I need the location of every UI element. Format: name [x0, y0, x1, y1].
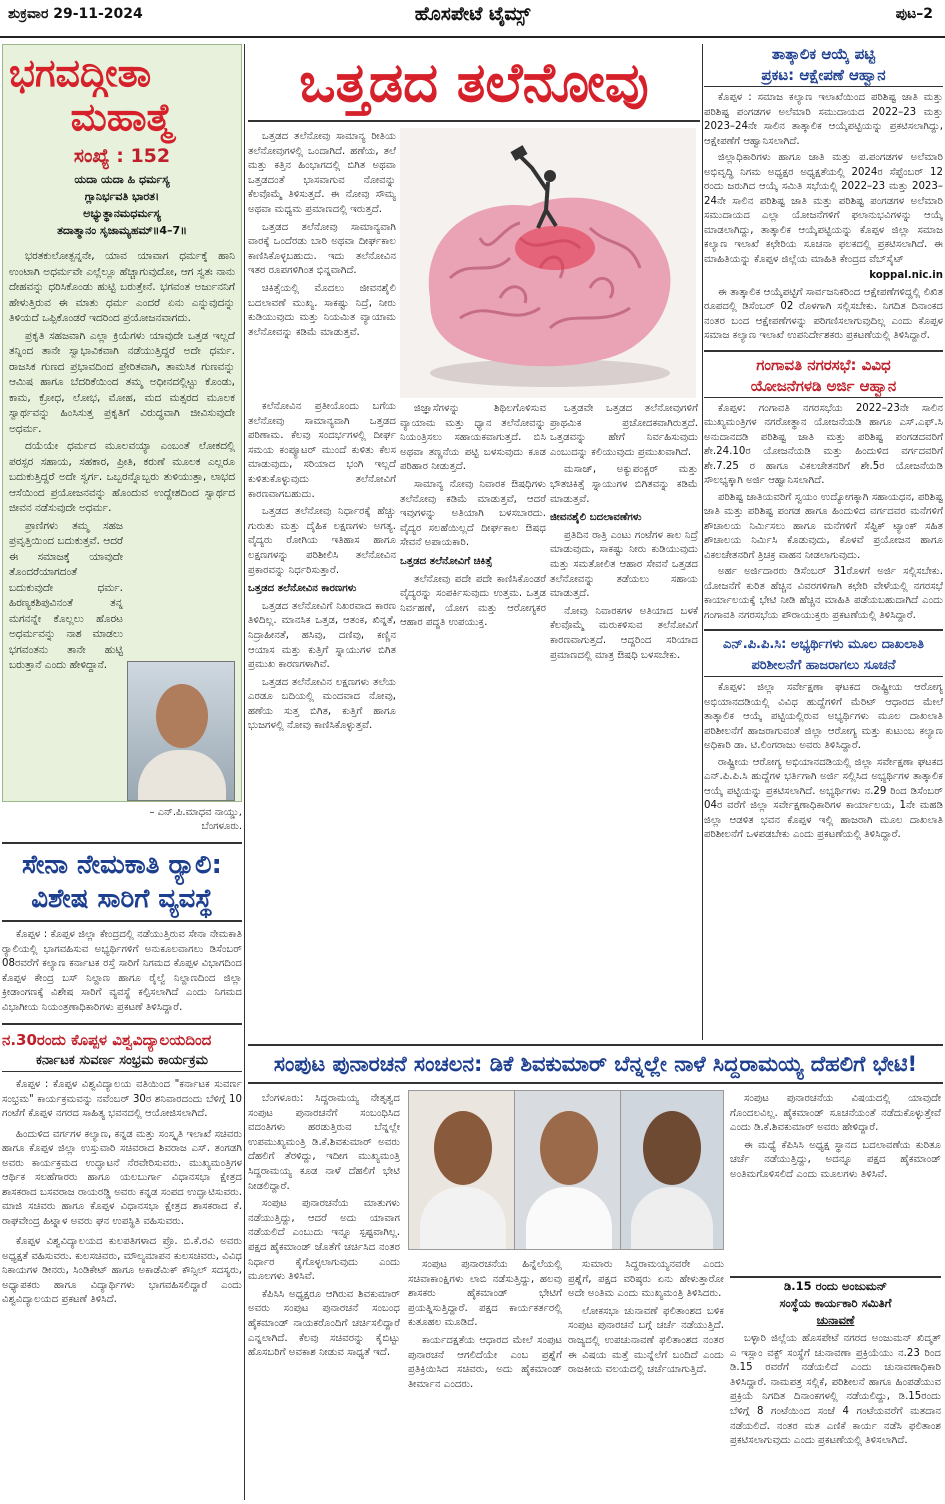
article-paragraph: ಪರಿಶಿಷ್ಟ ಜಾತಿಯವರಿಗೆ ಸ್ವಯಂ ಉದ್ಯೋಗಕ್ಕಾಗಿ ಸಹಾಯಧನ, ಪರಿಶಿಷ್ಟ ಜಾತಿ ಮತ್ತು ಪರಿಶಿಷ್ಟ ಪಂಗಡ ಹಾಗೂ ಹಿಂದುಳಿದ ವರ್ಗದವರ ಮನೆಗಳಿಗೆ ಶೌಚಾಲಯ ನಿರ್ಮಿಸಲು ಹಾಗೂ ಮನೆಗಳಿಗೆ ಸೆಪ್ಟಿಕ್ ಟ್ಯಾಂಕ್ ಸಹಿತ ಶೌಚಾಲಯ ನಿರ್ಮಿಸಿ ಕೊಡುವುದು, ಕೊಳವೆ ಪ್ರಯೋಜನ ಹಾಗೂ ವಿಕಲಚೇತನರಿಗೆ ತ್ರಿಚಕ್ರ ವಾಹನ ನೀಡಲಾಗುವುದು.	[704, 491, 943, 561]
university-paragraph: ಕೊಪ್ಪಳ : ಕೊಪ್ಪಳ ವಿಶ್ವವಿದ್ಯಾಲಯ ವತಿಯಿಂದ "ಕರ್ನಾಟಕ ಸುವರ್ಣ ಸಂಭ್ರಮ" ಕಾರ್ಯಕ್ರಮವನ್ನು ನವೆಂಬರ್ 30ರ ಶನಿವಾರದಂದು ಬೆಳಿಗ್ಗೆ 10 ಗಂಟೆಗೆ ಕೊಪ್ಪಳ ನಗರದ ಸಾಹಿತ್ಯ ಭವನದಲ್ಲಿ ಆಯೋಜಿಸಲಾಗಿದೆ.	[2, 1079, 242, 1119]
verse-line: ತದಾತ್ಮಾನಂ ಸೃಜಾಮ್ಯಹಮ್॥4–7॥	[57, 224, 187, 237]
article-paragraph: ರಾಷ್ಟ್ರೀಯ ಆರೋಗ್ಯ ಅಭಿಯಾನದಡಿಯಲ್ಲಿ ಜಿಲ್ಲಾ ಸರ್ವೇಕ್ಷಣಾ ಘಟಕದ ಎನ್.ಪಿ.ಪಿ.ಸಿ ಹುದ್ದೆಗಳ ಭರ್ತಿಗಾಗಿ ಅರ್ಜಿ ಸಲ್ಲಿಸಿದ ಅಭ್ಯರ್ಥಿಗಳ ತಾತ್ಕಾಲಿಕ ಆಯ್ಕೆ ಪಟ್ಟಿಯನ್ನು ಪ್ರಕಟಿಸಲಾಗಿದೆ. ಅಭ್ಯರ್ಥಿಗಳು ನ.29 ರಿಂದ ಡಿಸೆಂಬರ್ 04ರ ವರೆಗೆ ಜಿಲ್ಲಾ ಸರ್ವೇಕ್ಷಣಾಧಿಕಾರಿಗಳ ಕಾರ್ಯಾಲಯ, 1ನೇ ಮಹಡಿ ಜಿಲ್ಲಾ ಆಡಳಿತ ಭವನ ಕೊಪ್ಪಳ ಇಲ್ಲಿ ಹಾಜರಾಗಿ ಮೂಲ ದಾಖಲಾತಿ ಪರಿಶೀಲನೆಗೆ ಒಳಪಡಬೇಕು ಎಂದು ಪ್ರಕಟಣೆಯಲ್ಲಿ ತಿಳಿಸಿದ್ದಾರೆ.	[704, 756, 943, 840]
column-divider	[702, 44, 703, 1040]
politician-photo-icon	[514, 1090, 624, 1250]
headache-column: ಕಲೆನೋವಿನ ಪ್ರತೀಯೊಂದು ಬಗೆಯ ತಲೆನೋವು ಸಾಮಾನ್ಯವಾಗಿ ಒತ್ತಡದ ಪರಿಣಾಮ. ಕೆಲವು ಸಂದರ್ಭಗಳಲ್ಲಿ ದೀರ್ಘ ಸಮಯ ಕಂಪ್ಯೂಟರ್ ಮುಂದೆ ಕುಳಿತು ಕೆಲಸ ಮಾಡುವುದು, ಸರಿಯಾದ ಭಂಗಿ ಇಲ್ಲದೆ ಕುಳಿತುಕೊಳ್ಳುವುದು ತಲೆನೋವಿಗೆ ಕಾರಣವಾಗಬಹುದು. ಒತ್ತಡದ ತಲೆನೋವು ನಿರ್ಧಾರಕ್ಕೆ ಹೆಚ್ಚು ಗುರುತು ಮತ್ತು ದೈಹಿಕ ಲಕ್ಷಣಗಳು ಅಗತ್ಯ. ವೈದ್ಯರು ರೋಗಿಯ ಇತಿಹಾಸ ಹಾಗೂ ಲಕ್ಷಣಗಳನ್ನು ಪರಿಶೀಲಿಸಿ ತಲೆನೋವಿನ ಪ್ರಕಾರವನ್ನು ನಿರ್ಧರಿಸುತ್ತಾರೆ. ಒತ್ತಡದ ತಲೆನೋವಿನ ಕಾರಣಗಳು ಒತ್ತಡದ ತಲೆನೋವಿಗೆ ನಿಖರವಾದ ಕಾರಣ ತಿಳಿದಿಲ್ಲ. ಮಾನಸಿಕ ಒತ್ತಡ, ಆತಂಕ, ಖಿನ್ನತೆ, ನಿದ್ರಾಹೀನತೆ, ಹಸಿವು, ದಣಿವು, ಕಣ್ಣಿನ ಆಯಾಸ ಮತ್ತು ಕುತ್ತಿಗೆ ಸ್ನಾಯುಗಳ ಬಿಗಿತ ಪ್ರಮುಖ ಕಾರಣಗಳಾಗಿವೆ. ಒತ್ತಡದ ತಲೆನೋವಿನ ಲಕ್ಷಣಗಳು ತಲೆಯ ಎರಡೂ ಬದಿಯಲ್ಲಿ ಮಂದವಾದ ನೋವು, ಹಣೆಯ ಸುತ್ತ ಬಿಗಿತ, ಕುತ್ತಿಗೆ ಹಾಗೂ ಭುಜಗಳಲ್ಲಿ ನೋವು ಕಾಣಿಸಿಕೊಳ್ಳುತ್ತವೆ.	[248, 401, 396, 732]
headache-headline: ಒತ್ತಡದ ತಲೆನೋವು	[248, 44, 700, 122]
brain-illustration-icon	[400, 128, 696, 398]
masthead	[0, 0, 945, 38]
selection-list-subheadline: ಪ್ರಕಟ: ಆಕ್ಷೇಪಣೆ ಆಹ್ವಾನ	[704, 65, 943, 87]
issue-date: ಶುಕ್ರವಾರ 29-11-2024	[8, 6, 143, 22]
gangavathi-subheadline: ಯೋಜನೆಗಳಡಿ ಅರ್ಜಿ ಆಹ್ವಾನ	[704, 376, 943, 398]
gita-paragraph: ಭರತಕುಲೋತ್ಪನ್ನನೇ, ಯಾವ ಯಾವಾಗ ಧರ್ಮಕ್ಕೆ ಹಾನಿ ಉಂಟಾಗಿ ಅಧರ್ಮವೇ ಎಲ್ಲೆಲ್ಲೂ ಹೆಚ್ಚಾಗುವುದೋ, ಆಗ ಸ್ವತಃ ನಾನು ದೇಹವನ್ನು ಧರಿಸಿಕೊಂಡು ಹುಟ್ಟಿ ಬರುತ್ತೇನೆ. ಭಗವಂತ ಅರ್ಜುನನಿಗೆ ಹೇಳುತ್ತಿರುವ ಈ ಮಾತು ಧರ್ಮ ಎಂದರೆ ಏನು ಎನ್ನುವುದನ್ನು ತಿಳಿಯದೆ ಒಪ್ಪಿಕೊಂಡರೆ ಇದರಿಂದ ಪ್ರಯೋಜನವಾಗದು.	[9, 250, 235, 324]
author-city: ಬೆಂಗಳೂರು.	[201, 821, 242, 832]
politician-photo-icon	[408, 1090, 518, 1250]
selection-list-article	[704, 44, 943, 344]
verse-line: ಯದಾ ಯದಾ ಹಿ ಧರ್ಮಸ್ಯ	[74, 173, 170, 186]
university-article	[2, 1023, 242, 1308]
article-paragraph: ಅರ್ಹ ಅರ್ಜಿದಾರರು ಡಿಸೆಂಬರ್ 31ರೊಳಗೆ ಅರ್ಜಿ ಸಲ್ಲಿಸಬೇಕು. ಯೋಜನೆಗೆ ಕುರಿತ ಹೆಚ್ಚಿನ ವಿವರಗಳಿಗಾಗಿ ಕಛೇರಿ ವೇಳೆಯಲ್ಲಿ ನಗರಸಭೆ ಕಾರ್ಯಾಲಯಕ್ಕೆ ಭೇಟಿ ನೀಡಿ ಹೆಚ್ಚಿನ ಮಾಹಿತಿ ಪಡೆಯಬಹುದಾಗಿದೆ ಎಂದು ಗಂಗಾವತಿ ನಗರಸಭೆಯ ಪೌರಾಯುಕ್ತರು ಪ್ರಕಟಣೆಯಲ್ಲಿ ತಿಳಿಸಿದ್ದಾರೆ.	[704, 566, 943, 621]
headache-column: ಒತ್ತಡದ ತಲೆನೋವು ಸಾಮಾನ್ಯ ರೀತಿಯ ತಲೆನೋವುಗಳಲ್ಲಿ ಒಂದಾಗಿದೆ. ಹಣೆಯ, ತಲೆ ಮತ್ತು ಕತ್ತಿನ ಹಿಂಭಾಗದಲ್ಲಿ ಬಿಗಿತ ಅಥವಾ ಒತ್ತಡದಂತೆ ಭಾಸವಾಗುವ ನೋವನ್ನು ಕೆಲವೊಮ್ಮೆ ತಿಳಿಸುತ್ತದೆ. ಈ ನೋವು ಸೌಮ್ಯ ಅಥವಾ ಮಧ್ಯಮ ಪ್ರಮಾಣದಲ್ಲಿ ಇರುತ್ತದೆ. ಒತ್ತಡದ ತಲೆನೋವು ಸಾಮಾನ್ಯವಾಗಿ ವಾರಕ್ಕೆ ಒಂದೆರಡು ಬಾರಿ ಅಥವಾ ದೀರ್ಘಕಾಲ ಕಾಣಿಸಿಕೊಳ್ಳಬಹುದು. ಇದು ತಲೆನೋವಿನ ಇತರ ರೂಪಗಳಿಗಿಂತ ಭಿನ್ನವಾಗಿದೆ. ಚಿಕಿತ್ಸೆಯಲ್ಲಿ ಮೊದಲು ಜೀವನಶೈಲಿ ಬದಲಾವಣೆ ಮುಖ್ಯ. ಸಾಕಷ್ಟು ನಿದ್ರೆ, ನೀರು ಕುಡಿಯುವುದು ಮತ್ತು ನಿಯಮಿತ ವ್ಯಾಯಾಮ ತಲೆನೋವನ್ನು ಕಡಿಮೆ ಮಾಡುತ್ತವೆ.	[248, 131, 396, 338]
anjuman-article	[730, 1276, 941, 1504]
selection-list-headline: ತಾತ್ಕಾಲಿಕ ಆಯ್ಕೆ ಪಟ್ಟಿ	[771, 45, 876, 63]
website-link[interactable]: koppal.nic.in	[869, 270, 943, 281]
right-column	[704, 44, 943, 843]
verse-line: ಗ್ಲಾನಿರ್ಭವತಿ ಭಾರತ।	[84, 190, 160, 203]
newspaper-title: ಹೊಸಪೇಟೆ ಟೈಮ್ಸ್	[414, 3, 531, 25]
column-divider	[244, 44, 245, 1500]
gita-verse	[9, 171, 235, 239]
article-paragraph: ಈ ತಾತ್ಕಾಲಿಕ ಆಯ್ಕೆಪಟ್ಟಿಗೆ ಸಾರ್ವಜನಿಕರಿಂದ ಆಕ್ಷೇಪಣೆಗಳಿದ್ದಲ್ಲಿ ಲಿಖಿತ ರೂಪದಲ್ಲಿ ಡಿಸೆಂಬರ್ 02 ರೊಳಗಾಗಿ ಸಲ್ಲಿಸಬೇಕು. ನಿಗದಿತ ದಿನಾಂಕದ ನಂತರ ಬಂದ ಆಕ್ಷೇಪಣೆಗಳನ್ನು ಪರಿಗಣಿಸಲಾಗುವುದಿಲ್ಲ ಎಂದು ಕೊಪ್ಪಳ ಸಮಾಜ ಕಲ್ಯಾಣ ಇಲಾಖೆ ಉಪನಿರ್ದೇಶಕರು ಪ್ರಕಟಣೆಯಲ್ಲಿ ತಿಳಿಸಿದ್ದಾರೆ.	[704, 286, 943, 341]
gita-title: ಭಗವದ್ಗೀತಾ	[9, 50, 152, 95]
article-paragraph: ಕೊಪ್ಪಳ: ಗಂಗಾವತಿ ನಗರಸಭೆಯ 2022–23ನೇ ಸಾಲಿನ ಮುಖ್ಯಮಂತ್ರಿಗಳ ನಗರೋತ್ಥಾನ ಯೋಜನೆಯಡಿ ಹಾಗೂ ಎಸ್.ಎಫ್.ಸಿ ಅನುದಾನದಡಿ ಪರಿಶಿಷ್ಟ ಜಾತಿ ಮತ್ತು ಪರಿಶಿಷ್ಟ ಪಂಗಡದವರಿಗೆ ಶೇ.24.10ರ ಯೋಜನೆಯಡಿ ಮತ್ತು ಹಿಂದುಳಿದ ವರ್ಗದವರಿಗೆ ಶೇ.7.25 ರ ಹಾಗೂ ವಿಕಲಚೇತನರಿಗೆ ಶೇ.5ರ ಯೋಜನೆಯಡಿ ಸೌಲಭ್ಯಕ್ಕಾಗಿ ಅರ್ಜಿ ಆಹ್ವಾನಿಸಲಾಗಿದೆ.	[704, 402, 943, 486]
gita-title-2: ಮಹಾತ್ಮೆ	[70, 94, 174, 139]
nppc-subheadline: ಪರಿಶೀಲನೆಗೆ ಹಾಜರಾಗಲು ಸೂಚನೆ	[704, 655, 943, 677]
cabinet-column: ಬೆಂಗಳೂರು: ಸಿದ್ದರಾಮಯ್ಯ ನೇತೃತ್ವದ ಸಂಪುಟ ಪುನಾರಚನೆಗೆ ಸಂಬಂಧಿಸಿದ ವದಂತಿಗಳು ಹರಡುತ್ತಿರುವ ಬೆನ್ನಲ್ಲೇ ಉಪಮುಖ್ಯಮಂತ್ರಿ ಡಿ.ಕೆ.ಶಿವಕುಮಾರ್ ಅವರು ದೆಹಲಿಗೆ ತೆರಳಿದ್ದು, ಇದೀಗ ಮುಖ್ಯಮಂತ್ರಿ ಸಿದ್ದರಾಮಯ್ಯ ಕೂಡ ನಾಳೆ ದೆಹಲಿಗೆ ಭೇಟಿ ನೀಡಲಿದ್ದಾರೆ. ಸಂಪುಟ ಪುನಾರಚನೆಯ ಮಾತುಗಳು ನಡೆಯುತ್ತಿದ್ದು, ಆದರೆ ಅದು ಯಾವಾಗ ನಡೆಯಲಿದೆ ಎಂಬುದು ಇನ್ನೂ ಸ್ಪಷ್ಟವಾಗಿಲ್ಲ. ಪಕ್ಷದ ಹೈಕಮಾಂಡ್ ಜೊತೆಗೆ ಚರ್ಚಿಸಿದ ನಂತರ ನಿರ್ಧಾರ ಕೈಗೊಳ್ಳಲಾಗುವುದು ಎಂದು ಮೂಲಗಳು ತಿಳಿಸಿವೆ. ಕೆಪಿಸಿಸಿ ಅಧ್ಯಕ್ಷರೂ ಆಗಿರುವ ಶಿವಕುಮಾರ್ ಅವರು ಸಂಪುಟ ಪುನಾರಚನೆ ಸಂಬಂಧ ಹೈಕಮಾಂಡ್ ನಾಯಕರೊಂದಿಗೆ ಚರ್ಚಿಸಲಿದ್ದಾರೆ ಎನ್ನಲಾಗಿದೆ. ಕೆಲವು ಸಚಿವರನ್ನು ಕೈಬಿಟ್ಟು ಹೊಸಬರಿಗೆ ಅವಕಾಶ ನೀಡುವ ಸಾಧ್ಯತೆ ಇದೆ.	[248, 1093, 400, 1359]
gangavathi-headline: ಗಂಗಾವತಿ ನಗರಸಭೆ: ವಿವಿಧ	[756, 355, 891, 374]
anjuman-body: ಬಳ್ಳಾರಿ ಜಿಲ್ಲೆಯ ಹೊಸಪೇಟೆ ನಗರದ ಅಂಜುಮನ್ ಖಿದ್ಮತ್ ಎ ಇಸ್ಲಾಂ ವಕ್ಫ್ ಸಂಸ್ಥೆಗೆ ಚುನಾವಣಾ ಪ್ರಕ್ರಿಯೆಯು ನ.23 ರಿಂದ ಡಿ.15 ರವರೆಗೆ ನಡೆಯಲಿದೆ ಎಂದು ಚುನಾವಣಾಧಿಕಾರಿ ತಿಳಿಸಿದ್ದಾರೆ. ನಾಮಪತ್ರ ಸಲ್ಲಿಕೆ, ಪರಿಶೀಲನೆ ಹಾಗೂ ಹಿಂಪಡೆಯುವ ಪ್ರಕ್ರಿಯೆ ನಿಗದಿತ ದಿನಾಂಕಗಳಲ್ಲಿ ನಡೆಯಲಿದ್ದು, ಡಿ.15ರಂದು ಬೆಳಿಗ್ಗೆ 8 ಗಂಟೆಯಿಂದ ಸಂಜೆ 4 ಗಂಟೆಯವರೆಗೆ ಮತದಾನ ನಡೆಯಲಿದೆ. ನಂತರ ಮತ ಎಣಿಕೆ ಕಾರ್ಯ ನಡೆಸಿ ಫಲಿತಾಂಶ ಪ್ರಕಟಿಸಲಾಗುವುದು ಎಂದು ಪ್ರಕಟಣೆಯಲ್ಲಿ ತಿಳಿಸಲಾಗಿದೆ.	[730, 1333, 941, 1447]
anjuman-headline-3: ಚುನಾವಣೆ	[816, 1313, 855, 1327]
gita-paragraph: ದಯೆಯೇ ಧರ್ಮದ ಮೂಲವಯ್ಯಾ ಎಂಬಂತೆ ಲೋಕದಲ್ಲಿ ಪರಸ್ಪರ ಸಹಾಯ, ಸಹಕಾರ, ಪ್ರೀತಿ, ಕರುಣೆ ಮೂಲಕ ಎಲ್ಲರೂ ಬದುಕುತ್ತಿದ್ದರೆ ಅದೇ ಸ್ವರ್ಗ. ಒಬ್ಬರನ್ನೊಬ್ಬರು ತುಳಿಯುತ್ತಾ, ಲಾಭದ ಆಸೆಯಿಂದ ಪ್ರಯೋಜನವನ್ನು ಹೊಂದುವ ಉದ್ದೇಶದಿಂದ ಸ್ವಾರ್ಥದ ಜೀವನ ನಡೆಸುವುದೇ ಅಧರ್ಮ.	[9, 440, 235, 514]
nppc-headline: ಎನ್.ಪಿ.ಪಿ.ಸಿ: ಅಭ್ಯರ್ಥಿಗಳು ಮೂಲ ದಾಖಲಾತಿ	[723, 637, 924, 652]
army-rally-article	[2, 842, 242, 1015]
cabinet-column: ಸಂಪುಟ ಪುನಾರಚನೆಯ ಹಿನ್ನೆಲೆಯಲ್ಲಿ ಸಚಿವಾಕಾಂಕ್ಷಿಗಳು ಲಾಬಿ ನಡೆಸುತ್ತಿದ್ದು, ಹಲವು ಶಾಸಕರು ಹೈಕಮಾಂಡ್ ಭೇಟಿಗೆ ಪ್ರಯತ್ನಿಸುತ್ತಿದ್ದಾರೆ. ಪಕ್ಷದ ಕಾರ್ಯಕರ್ತರಲ್ಲಿ ಕುತೂಹಲ ಮೂಡಿದೆ. ಕಾರ್ಯದಕ್ಷತೆಯ ಆಧಾರದ ಮೇಲೆ ಸಂಪುಟ ಪುನಾರಚನೆ ಆಗಲಿದೆಯೇ ಎಂಬ ಪ್ರಶ್ನೆಗೆ ಪ್ರತಿಕ್ರಿಯಿಸಿದ ಸಚಿವರು, ಅದು ಹೈಕಮಾಂಡ್ ತೀರ್ಮಾನ ಎಂದರು.	[408, 1259, 562, 1390]
university-paragraph: ಕೊಪ್ಪಳ ವಿಶ್ವವಿದ್ಯಾಲಯದ ಕುಲಪತಿಗಳಾದ ಪ್ರೊ. ಬಿ.ಕೆ.ರವಿ ಅವರು ಅಧ್ಯಕ್ಷತೆ ವಹಿಸುವರು. ಕುಲಸಚಿವರು, ಮೌಲ್ಯಮಾಪನ ಕುಲಸಚಿವರು, ವಿವಿಧ ನಿಕಾಯಗಳ ಡೀನರು, ಸಿಂಡಿಕೇಟ್ ಹಾಗೂ ಅಕಾಡೆಮಿಕ್ ಕೌನ್ಸಿಲ್ ಸದಸ್ಯರು, ಅಧ್ಯಾಪಕರು ಹಾಗೂ ವಿದ್ಯಾರ್ಥಿಗಳು ಭಾಗವಹಿಸಲಿದ್ದಾರೆ ಎಂದು ವಿಶ್ವವಿದ್ಯಾಲಯದ ಪ್ರಕಟಣೆ ತಿಳಿಸಿದೆ.	[2, 1236, 242, 1305]
army-rally-headline: ಸೇನಾ ನೇಮಕಾತಿ ರ್‍ಯಾಲಿ: ವಿಶೇಷ ಸಾರಿಗೆ ವ್ಯವಸ್ಥೆ	[2, 844, 242, 922]
university-paragraph: ಹಿಂದುಳಿದ ವರ್ಗಗಳ ಕಲ್ಯಾಣ, ಕನ್ನಡ ಮತ್ತು ಸಂಸ್ಕೃತಿ ಇಲಾಖೆ ಸಚಿವರು ಹಾಗೂ ಕೊಪ್ಪಳ ಜಿಲ್ಲಾ ಉಸ್ತುವಾರಿ ಸಚಿವರಾದ ಶಿವರಾಜ ಎಸ್. ತಂಗಡಗಿ ಅವರು ಕಾರ್ಯಕ್ರಮದ ಉದ್ಘಾಟನೆ ನೆರವೇರಿಸುವರು. ಮುಖ್ಯಮಂತ್ರಿಗಳ ಆರ್ಥಿಕ ಸಲಹೆಗಾರರು ಹಾಗೂ ಯಲಬುರ್ಗಾ ವಿಧಾನಸಭಾ ಕ್ಷೇತ್ರದ ಶಾಸಕರಾದ ಬಸವರಾಜ ರಾಯರಡ್ಡಿ ಅವರು ಕನ್ನಡ ಸಂಪದ ಉದ್ಘಾಟಿಸುವರು. ಮಾಜಿ ಸಚಿವರು ಹಾಗೂ ಕೊಪ್ಪಳ ವಿಧಾನಸಭಾ ಕ್ಷೇತ್ರದ ಶಾಸಕರಾದ ಕೆ. ರಾಘವೇಂದ್ರ ಹಿಟ್ನಾಳ ಅವರು ಘನ ಉಪಸ್ಥಿತಿ ವಹಿಸುವರು.	[2, 1128, 242, 1227]
article-paragraph: ಕೊಪ್ಪಳ : ಸಮಾಜ ಕಲ್ಯಾಣ ಇಲಾಖೆಯಿಂದ ಪರಿಶಿಷ್ಟ ಜಾತಿ ಮತ್ತು ಪರಿಶಿಷ್ಟ ಪಂಗಡಗಳ ಅಲೆಮಾರಿ ಸಮುದಾಯದ 2022–23 ಮತ್ತು 2023–24ನೇ ಸಾಲಿನ ತಾತ್ಕಾಲಿಕ ಆಯ್ಕೆಪಟ್ಟಿಯನ್ನು ಪ್ರಕಟಿಸಲಾಗಿದ್ದು, ಆಕ್ಷೇಪಣೆಗೆ ಆಹ್ವಾನಿಸಲಾಗಿದೆ.	[704, 92, 943, 147]
anjuman-headline: ಡಿ.15 ರಂದು ಅಂಜುಮನ್	[783, 1279, 887, 1293]
cabinet-photos	[408, 1090, 724, 1250]
university-subheadline: ಕರ್ನಾಟಕ ಸುವರ್ಣ ಸಂಭ್ರಮ ಕಾರ್ಯಕ್ರಮ	[2, 1051, 242, 1072]
gita-paragraph: ಪ್ರಕೃತಿ ಸಹಜವಾಗಿ ಎಲ್ಲಾ ಕ್ರಿಯೆಗಳು ಯಾವುದೇ ಒತ್ತಡ ಇಲ್ಲದೆ ತನ್ನಿಂದ ತಾನೇ ಸ್ವಾಭಾವಿಕವಾಗಿ ನಡೆಯುತ್ತಿದ್ದರೆ ಅದೇ ಧರ್ಮ. ರಾಜಸಿಕ ಗುಣದ ಪ್ರಭಾವದಿಂದ ಪ್ರೇರಿತವಾಗಿ, ತಾಮಸಿಕ ಗುಣವನ್ನು ಆಮಿಷ ಹಾಗೂ ಬೆದರಿಕೆಯಿಂದ ತಮ್ಮ ಅಧೀನದಲ್ಲಿಟ್ಟು ಕೊಂಡು, ಕಾಮ, ಕ್ರೋಧ, ಲೋಭ, ಮೋಹ, ಮದ ಮತ್ಸರದ ಮೂಲಕ ಸ್ವಾರ್ಥವನ್ನು ಹಿಂಸಿಸುತ್ತ ಪ್ರಕೃತಿಗೆ ವಿರುದ್ಧವಾಗಿ ಜೀವಿಸುವುದೇ ಅಧರ್ಮ.	[9, 329, 235, 435]
verse-line: ಅಭ್ಯುತ್ಥಾನಮಧರ್ಮಸ್ಯ	[83, 207, 161, 220]
university-headline: ನ.30ರಂದು ಕೊಪ್ಪಳ ವಿಶ್ವವಿದ್ಯಾಲಯದಿಂದ	[2, 1023, 242, 1051]
gita-paragraph: ಪ್ರಾಣಿಗಳು ತಮ್ಮ ಸಹಜ ಪ್ರವೃತ್ತಿಯಿಂದ ಬದುಕುತ್ತವೆ. ಆದರೆ ಈ ಸಮಾಜಕ್ಕೆ ಯಾವುದೇ ತೊಂದರೆಯಾಗದಂತೆ ಬದುಕುವುದೇ ಧರ್ಮ. ಹಿರಣ್ಯಕಶಿಪುವಿನಂತೆ ತನ್ನ ಮಗನನ್ನೇ ಕೊಲ್ಲಲು ಹೊರಟ ಅಧರ್ಮವನ್ನು ನಾಶ ಮಾಡಲು ಭಗವಂತನು ತಾನೇ ಹುಟ್ಟಿ ಬರುತ್ತಾನೆ ಎಂದು ಹೇಳಿದ್ದಾನೆ.	[9, 519, 123, 671]
left-column	[2, 44, 242, 1308]
nppc-article	[704, 629, 943, 843]
article-paragraph: ಕೊಪ್ಪಳ: ಜಿಲ್ಲಾ ಸರ್ವೇಕ್ಷಣಾ ಘಟಕದ ರಾಷ್ಟ್ರೀಯ ಆರೋಗ್ಯ ಅಭಿಯಾನದಡಿಯಲ್ಲಿ ವಿವಿಧ ಹುದ್ದೆಗಳಿಗೆ ಮೆರಿಟ್ ಆಧಾರದ ಮೇಲೆ ತಾತ್ಕಾಲಿಕ ಆಯ್ಕೆ ಪಟ್ಟಿಯಲ್ಲಿರುವ ಅಭ್ಯರ್ಥಿಗಳು ಮೂಲ ದಾಖಲಾತಿ ಪರಿಶೀಲನೆಗೆ ಹಾಜರಾಗುವಂತೆ ಜಿಲ್ಲಾ ಆರೋಗ್ಯ ಮತ್ತು ಕುಟುಂಬ ಕಲ್ಯಾಣ ಅಧಿಕಾರಿ ಡಾ. ಟಿ.ಲಿಂಗರಾಜು ಅವರು ತಿಳಿಸಿದ್ದಾರೆ.	[704, 682, 943, 751]
cabinet-column: ಸಂಪುಟ ಪುನಾರಚನೆಯ ವಿಷಯದಲ್ಲಿ ಯಾವುದೇ ಗೊಂದಲವಿಲ್ಲ. ಹೈಕಮಾಂಡ್ ಸೂಚನೆಯಂತೆ ನಡೆದುಕೊಳ್ಳುತ್ತೇವೆ ಎಂದು ಡಿ.ಕೆ.ಶಿವಕುಮಾರ್ ಅವರು ಹೇಳಿದ್ದಾರೆ. ಈ ಮಧ್ಯೆ ಕೆಪಿಸಿಸಿ ಅಧ್ಯಕ್ಷ ಸ್ಥಾನದ ಬದಲಾವಣೆಯ ಕುರಿತೂ ಚರ್ಚೆ ನಡೆಯುತ್ತಿದ್ದು, ಅದನ್ನೂ ಪಕ್ಷದ ಹೈಕಮಾಂಡ್ ಅಂತಿಮಗೊಳಿಸಲಿದೆ ಎಂದು ಮೂಲಗಳು ತಿಳಿಸಿವೆ.	[730, 1093, 941, 1180]
gita-box	[2, 44, 242, 802]
gangavathi-article	[704, 350, 943, 624]
cabinet-column: ಸುಮಾರು ಸಿದ್ದರಾಮಯ್ಯನವರೇ ಎಂದು ಪ್ರಶ್ನೆಗೆ, ಪಕ್ಷದ ವರಿಷ್ಠರು ಏನು ಹೇಳುತ್ತಾರೋ ಅದೇ ಅಂತಿಮ ಎಂದು ಮುಖ್ಯಮಂತ್ರಿ ತಿಳಿಸಿದರು. ಲೋಕಸಭಾ ಚುನಾವಣೆ ಫಲಿತಾಂಶದ ಬಳಿಕ ಸಂಪುಟ ಪುನಾರಚನೆ ಬಗ್ಗೆ ಚರ್ಚೆ ನಡೆಯುತ್ತಿದೆ. ರಾಜ್ಯದಲ್ಲಿ ಉಪಚುನಾವಣೆ ಫಲಿತಾಂಶದ ನಂತರ ಈ ವಿಷಯ ಮತ್ತೆ ಮುನ್ನೆಲೆಗೆ ಬಂದಿದೆ ಎಂದು ರಾಜಕೀಯ ವಲಯದಲ್ಲಿ ಚರ್ಚೆಯಾಗುತ್ತಿದೆ.	[568, 1259, 724, 1376]
gita-author	[2, 806, 242, 834]
headache-article	[248, 44, 700, 1044]
cabinet-headline: ಸಂಪುಟ ಪುನಾರಚನೆ ಸಂಚಲನ: ಡಿಕೆ ಶಿವಕುಮಾರ್ ಬೆನ್ನಲ್ಲೇ ನಾಳೆ ಸಿದ್ದರಾಮಯ್ಯ ದೆಹಲಿಗೆ ಭೇಟಿ!	[248, 1044, 943, 1084]
headache-column: ಒತ್ತಡವೇ ಒತ್ತಡದ ತಲೆನೋವುಗಳಿಗೆ ಪ್ರಾಥಮಿಕ ಪ್ರಚೋದಕವಾಗಿರುತ್ತದೆ. ಒತ್ತಡವನ್ನು ಹೇಗೆ ನಿರ್ವಹಿಸುವುದು ಎಂಬುದನ್ನು ಕಲಿಯುವುದು ಪ್ರಮುಖವಾಗಿದೆ. ಮಸಾಜ್, ಅಕ್ಯುಪಂಕ್ಚರ್ ಮತ್ತು ಭೌತಚಿಕಿತ್ಸೆ ಸ್ನಾಯುಗಳ ಬಿಗಿತವನ್ನು ಕಡಿಮೆ ಮಾಡುತ್ತವೆ. ಜೀವನಶೈಲಿ ಬದಲಾವಣೆಗಳು ಪ್ರತಿದಿನ ರಾತ್ರಿ ಎಂಟು ಗಂಟೆಗಳ ಕಾಲ ನಿದ್ರೆ ಮಾಡುವುದು, ಸಾಕಷ್ಟು ನೀರು ಕುಡಿಯುವುದು ಮತ್ತು ಸಮತೋಲಿತ ಆಹಾರ ಸೇವನೆ ಒತ್ತಡದ ತಲೆನೋವನ್ನು ತಡೆಯಲು ಸಹಾಯ ಮಾಡುತ್ತದೆ. ನೋವು ನಿವಾರಕಗಳ ಅತಿಯಾದ ಬಳಕೆ ಕೆಲವೊಮ್ಮೆ ಮರುಕಳಿಸುವ ತಲೆನೋವಿಗೆ ಕಾರಣವಾಗುತ್ತದೆ. ಆದ್ದರಿಂದ ಸರಿಯಾದ ಪ್ರಮಾಣದಲ್ಲಿ ಮಾತ್ರ ಔಷಧಿ ಬಳಸಬೇಕು.	[550, 403, 698, 661]
anjuman-headline-2: ಸಂಸ್ಥೆಯ ಕಾರ್ಯಕಾರಿ ಸಮಿತಿಗೆ	[779, 1296, 892, 1310]
author-name: – ಎನ್.ಪಿ.ಮಾಧವ ನಾಯ್ಡು,	[149, 807, 242, 818]
gita-number: ಸಂಖ್ಯೆ : 152	[73, 145, 171, 167]
army-rally-body: ಕೊಪ್ಪಳ : ಕೊಪ್ಪಳ ಜಿಲ್ಲಾ ಕೇಂದ್ರದಲ್ಲಿ ನಡೆಯುತ್ತಿರುವ ಸೇನಾ ನೇಮಕಾತಿ ರ್‍ಯಾಲಿಯಲ್ಲಿ ಭಾಗವಹಿಸುವ ಅಭ್ಯರ್ಥಿಗಳಿಗೆ ಅನುಕೂಲವಾಗಲು ಡಿಸೆಂಬರ್ 08ರವರೆಗೆ ಕಲ್ಯಾಣ ಕರ್ನಾಟಕ ರಸ್ತೆ ಸಾರಿಗೆ ನಿಗಮದ ಕೊಪ್ಪಳ ವಿಭಾಗದಿಂದ ಕೊಪ್ಪಳ ಕೇಂದ್ರ ಬಸ್ ನಿಲ್ದಾಣ ಹಾಗೂ ರೈಲ್ವೆ ನಿಲ್ದಾಣದಿಂದ ಜಿಲ್ಲಾ ಕ್ರೀಡಾಂಗಣಕ್ಕೆ ವಿಶೇಷ ಸಾರಿಗೆ ವ್ಯವಸ್ಥೆ ಕಲ್ಪಿಸಲಾಗಿದೆ ಎಂದು ನಿಗಮದ ವಿಭಾಗೀಯ ನಿಯಂತ್ರಣಾಧಿಕಾರಿಗಳು ಪ್ರಕಟಣೆ ತಿಳಿಸಿದ್ದಾರೆ.	[2, 929, 242, 1013]
person-photo-icon	[127, 661, 235, 801]
article-paragraph: ಜಿಲ್ಲಾಧಿಕಾರಿಗಳು ಹಾಗೂ ಜಾತಿ ಮತ್ತು ಪ.ಪಂಗಡಗಳ ಅಲೆಮಾರಿ ಅಭಿವೃದ್ಧಿ ನಿಗಮ ಅಧ್ಯಕ್ಷರ ಅಧ್ಯಕ್ಷತೆಯಲ್ಲಿ 2024ರ ಸೆಪ್ಟೆಂಬರ್ 12 ರಂದು ಜರುಗಿದ ಆಯ್ಕೆ ಸಮಿತಿ ಸಭೆಯಲ್ಲಿ 2022–23 ಮತ್ತು 2023–24ನೇ ಸಾಲಿನ ಪರಿಶಿಷ್ಟ ಜಾತಿ ಮತ್ತು ಪರಿಶಿಷ್ಟ ಪಂಗಡಗಳ ಅಲೆಮಾರಿ ಸಮುದಾಯದ ಎಲ್ಲಾ ಯೋಜನೆಗಳಿಗೆ ಫಲಾನುಭವಿಗಳನ್ನು ಆಯ್ಕೆ ಮಾಡಲಾಗಿದ್ದು, ತಾತ್ಕಾಲಿಕ ಆಯ್ಕೆಪಟ್ಟಿಯನ್ನು ಕೊಪ್ಪಳ ಜಿಲ್ಲಾ ಸಮಾಜ ಕಲ್ಯಾಣ ಇಲಾಖೆ ಕಛೇರಿಯ ಸೂಚನಾ ಫಲಕದಲ್ಲಿ ಪ್ರಕಟಿಸಲಾಗಿದೆ. ಈ ಮಾಹಿತಿಯನ್ನು ಕೊಪ್ಪಳ ಜಿಲ್ಲೆಯ ಮಾಹಿತಿ ಕೇಂದ್ರದ ವೆಬ್‌ಸೈಟ್	[704, 152, 943, 265]
page-number: ಪುಟ–2	[895, 6, 933, 22]
headache-column: ಜಿಜ್ಞಾಸೆಗಳನ್ನು ಶಿಥಿಲಗೊಳಿಸುವ ವ್ಯಾಯಾಮ ಮತ್ತು ಧ್ಯಾನ ತಲೆನೋವನ್ನು ನಿಯಂತ್ರಿಸಲು ಸಹಾಯಕವಾಗುತ್ತದೆ. ಬಿಸಿ ಅಥವಾ ತಣ್ಣನೆಯ ಪಟ್ಟಿ ಬಳಸುವುದು ಕೂಡ ಪರಿಹಾರ ನೀಡುತ್ತದೆ. ಸಾಮಾನ್ಯ ನೋವು ನಿವಾರಕ ಔಷಧಿಗಳು ತಲೆನೋವು ಕಡಿಮೆ ಮಾಡುತ್ತವೆ, ಆದರೆ ಇವುಗಳನ್ನು ಅತಿಯಾಗಿ ಬಳಸಬಾರದು. ವೈದ್ಯರ ಸಲಹೆಯಿಲ್ಲದೆ ದೀರ್ಘಕಾಲ ಔಷಧ ಸೇವನೆ ಅಪಾಯಕಾರಿ. ಒತ್ತಡದ ತಲೆನೋವಿಗೆ ಚಿಕಿತ್ಸೆ ತಲೆನೋವು ಪದೇ ಪದೇ ಕಾಣಿಸಿಕೊಂಡರೆ ವೈದ್ಯರನ್ನು ಸಂಪರ್ಕಿಸುವುದು ಉತ್ತಮ. ಒತ್ತಡ ನಿರ್ವಹಣೆ, ಯೋಗ ಮತ್ತು ಆರೋಗ್ಯಕರ ಆಹಾರ ಪದ್ಧತಿ ಉಪಯುಕ್ತ.	[400, 403, 546, 629]
cabinet-article	[248, 1044, 943, 1504]
politician-photo-icon	[620, 1090, 724, 1250]
